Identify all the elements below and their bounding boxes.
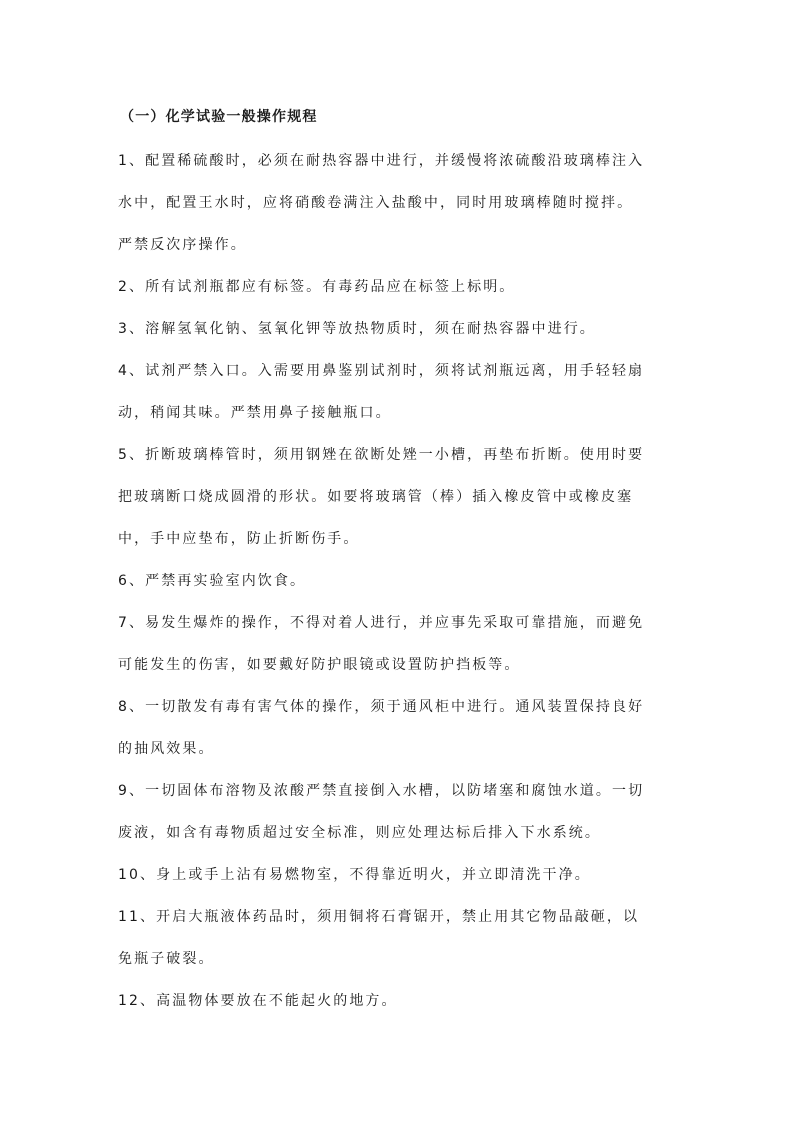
body-line: 废液，如含有毒物质超过安全标准，则应处理达标后排入下水系统。 <box>118 825 601 841</box>
body-line: 7、易发生爆炸的操作，不得对着人进行，并应事先采取可靠措施，而避免 <box>118 615 645 631</box>
body-line: 2、所有试剂瓶都应有标签。有毒药品应在标签上标明。 <box>118 279 516 295</box>
body-line: 12、高温物体要放在不能起火的地方。 <box>118 993 398 1009</box>
body-line: 水中，配置王水时，应将硝酸卷满注入盐酸中，同时用玻璃棒随时搅拌。 <box>118 195 634 211</box>
body-line: 3、溶解氢氧化钠、氢氧化钾等放热物质时，须在耐热容器中进行。 <box>118 321 596 337</box>
body-line: 把玻璃断口烧成圆滑的形状。如要将玻璃管（棒）插入橡皮管中或橡皮塞 <box>118 489 634 505</box>
body-line: 9、一切固体布溶物及浓酸严禁直接倒入水槽，以防堵塞和腐蚀水道。一切 <box>118 783 645 799</box>
body-line: 可能发生的伤害，如要戴好防护眼镜或设置防护挡板等。 <box>118 657 521 673</box>
body-line: 10、身上或手上沾有易燃物室，不得靠近明火，并立即清洗干净。 <box>118 867 591 883</box>
body-line: 6、严禁再实验室内饮食。 <box>118 573 307 589</box>
body-line: 4、试剂严禁入口。入需要用鼻鉴别试剂时，须将试剂瓶远离，用手轻轻扇 <box>118 363 645 379</box>
body-line: 8、一切散发有毒有害气体的操作，须于通风柜中进行。通风装置保持良好 <box>118 699 645 715</box>
body-line: 1、配置稀硫酸时，必须在耐热容器中进行，并缓慢将浓硫酸沿玻璃棒注入 <box>118 153 645 169</box>
body-line: 中，手中应垫布，防止折断伤手。 <box>118 531 360 547</box>
body-line: 免瓶子破裂。 <box>118 951 215 967</box>
body-line: 严禁反次序操作。 <box>118 237 247 253</box>
body-line: 动，稍闻其味。严禁用鼻子接触瓶口。 <box>118 405 392 421</box>
document-title: （一）化学试验一般操作规程 <box>120 109 318 125</box>
body-line: 11、开启大瓶液体药品时，须用铜将石膏锯开，禁止用其它物品敲砸，以 <box>118 909 640 925</box>
body-line: 的抽风效果。 <box>118 741 215 757</box>
body-line: 5、折断玻璃棒管时，须用钢矬在欲断处矬一小槽，再垫布折断。使用时要 <box>118 447 645 463</box>
